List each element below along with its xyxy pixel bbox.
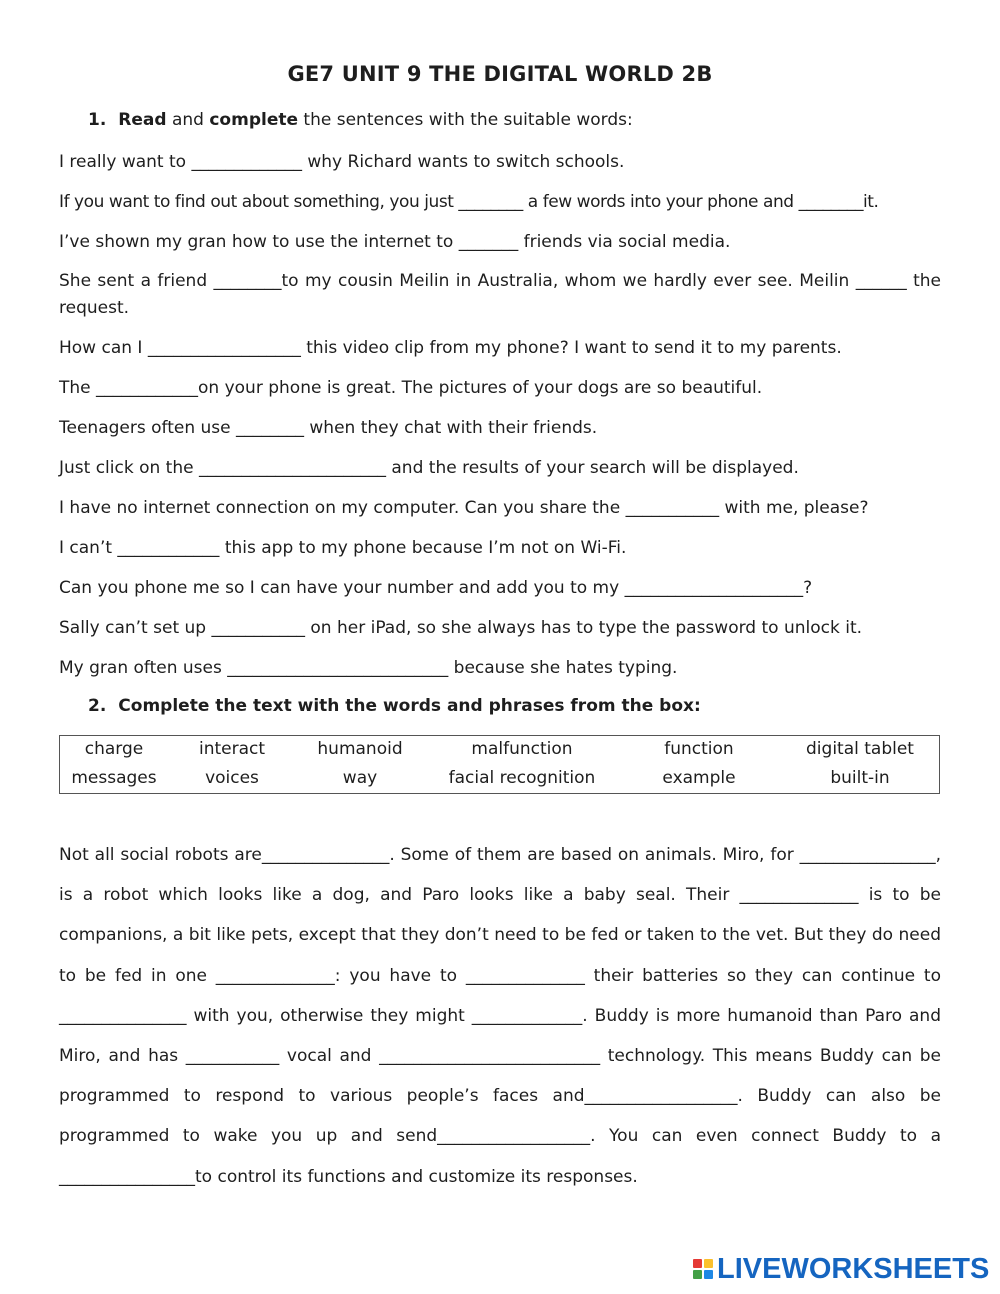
logo-mark-icon: [693, 1259, 713, 1279]
word-box-item: humanoid: [317, 739, 403, 759]
word-box-item: function: [664, 739, 734, 759]
sentence-11: Can you phone me so I can have your number and add you to my _____________________?: [59, 578, 813, 598]
sentence-6: The ____________on your phone is great. The pictures of your dogs are so beautiful.: [59, 378, 763, 398]
logo-square-icon: [704, 1259, 713, 1268]
instruction-rest: the sentences with the suitable words:: [298, 110, 633, 130]
sentence-8: Just click on the ______________________ and the results of your search will be displayed.: [59, 458, 799, 478]
word-box-item: malfunction: [471, 739, 573, 759]
instruction-and: and: [166, 110, 210, 130]
word-box-item: messages: [71, 768, 157, 788]
exercise-2-instruction-text: Complete the text with the words and phrases from the box:: [118, 696, 701, 716]
sentence-1: I really want to _____________ why Richard wants to switch schools.: [59, 152, 625, 172]
exercise-2-number: 2.: [88, 696, 107, 716]
sentence-5: How can I __________________ this video clip from my phone? I want to send it to my parents.: [59, 338, 842, 358]
sentence-10: I can’t ____________ this app to my phone because I’m not on Wi-Fi.: [59, 538, 627, 558]
instruction-complete: complete: [209, 110, 299, 130]
logo-square-icon: [693, 1270, 702, 1279]
sentence-2: If you want to find out about something, you just ________ a few words into your phone and ________it.: [59, 192, 879, 212]
logo-square-icon: [693, 1259, 702, 1268]
liveworksheets-logo: [693, 1253, 989, 1285]
exercise-2-instruction: [88, 696, 701, 716]
word-box-item: digital tablet: [806, 739, 914, 759]
cloze-paragraph: Not all social robots are_______________. Some of them are based on animals. Miro, for ________________, is a robot which looks like a dog, and Paro looks like a baby seal. Their ______________ is to be companions, a bit like pets, except that they don’t need to be fed or taken to the vet. But they do need to be fed in one ______________: you have to ______________ their batteries so they can continue to _______________ with you, otherwise they might _____________. Buddy is more humanoid than Paro and Miro, and has ___________ vocal and __________________________ technology. This means Buddy can be programmed to respond to various people’s faces and__________________. Buddy can also be programmed to wake you up and send__________________. You can even connect Buddy to a ________________to control its functions and customize its responses.: [59, 845, 941, 1187]
word-box-item: example: [662, 768, 736, 788]
instruction-read: Read: [118, 110, 167, 130]
sentence-9: I have no internet connection on my computer. Can you share the ___________ with me, please?: [59, 498, 869, 518]
sentence-3: I’ve shown my gran how to use the internet to _______ friends via social media.: [59, 232, 731, 252]
page-title: GE7 UNIT 9 THE DIGITAL WORLD 2B: [287, 62, 713, 86]
word-box-item: way: [342, 768, 378, 788]
sentence-12: Sally can’t set up ___________ on her iPad, so she always has to type the password to unlock it.: [59, 618, 863, 638]
word-box: [59, 735, 940, 794]
word-box-item: charge: [84, 739, 144, 759]
word-box-item: interact: [198, 739, 266, 759]
word-box-item: facial recognition: [448, 768, 596, 788]
word-box-item: voices: [205, 768, 259, 788]
sentence-7: Teenagers often use ________ when they chat with their friends.: [59, 418, 598, 438]
sentence-4: She sent a friend ________to my cousin Meilin in Australia, whom we hardly ever see. Meilin ______ the request.: [59, 271, 941, 318]
word-box-item: built-in: [830, 768, 890, 788]
exercise-1-instruction: [88, 110, 633, 130]
logo-text: LIVEWORKSHEETS: [717, 1252, 990, 1285]
exercise-1-number: 1.: [88, 110, 107, 130]
sentence-13: My gran often uses __________________________ because she hates typing.: [59, 658, 678, 678]
logo-square-icon: [704, 1270, 713, 1279]
